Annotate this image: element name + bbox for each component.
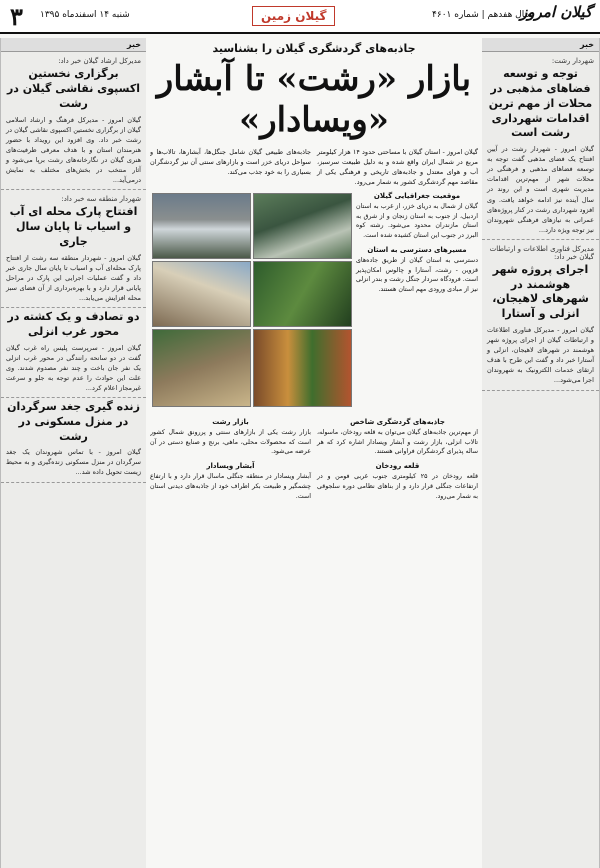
section-title: موقعیت جغرافیایی گیلان [373, 191, 461, 200]
news-headline: دو تصادف و یک کشته در محور غرب انزلی [7, 309, 140, 338]
photo-village [152, 329, 251, 407]
section-text: گیلان از شمال به دریای خزر، از غرب به استان اردبیل، از جنوب به استان زنجان و از شرق به استان مازندران محدود می‌شود. رشته کوه البرز در جنوب این استان کشیده شده است. [356, 202, 478, 240]
section-title: بازار رشت [212, 417, 249, 426]
news-item [1, 400, 146, 483]
left-news-column [0, 38, 146, 868]
issue-number: سال هفدهم | شماره ۴۶۰۱ [432, 10, 532, 20]
section-title: قلعه رودخان [375, 462, 420, 471]
section-title: آبشار ویسادار [206, 462, 255, 471]
news-item [1, 310, 146, 398]
section-text: بازار رشت یکی از بازارهای سنتی و پررونق شمال کشور است که محصولات محلی، ماهی، برنج و صنایع دستی در آن عرضه می‌شود. [150, 428, 311, 456]
news-kicker: شهردار منطقه سه خبر داد: [61, 194, 141, 203]
section-text: آبشار ویسادار در منطقه جنگلی ماسال قرار دارد و با ارتفاع چشمگیر و طبیعت بکر اطراف خود از جاذبه‌های دیدنی استان است. [150, 473, 311, 500]
news-body: گیلان امروز - شهردار منطقه سه رشت از افتتاح پارک محله‌ای آب و اسیاب تا پایان سال جاری خبر داد و گفت عملیات اجرایی این پارک در مراحل پایانی قرار دارد و با بهره‌برداری از آن فضای سبز محله افزایش می‌یابد... [6, 253, 141, 302]
news-body: گیلان امروز - سرپرست پلیس راه غرب گیلان گفت در دو سانحه رانندگی در محور غرب انزلی یک نفر جان باخت و چند نفر مصدوم شدند. وی علت این حوادث را عدم توجه به جلو و سرعت غیرمجاز اعلام کرد... [6, 343, 141, 392]
news-body: گیلان امروز - مدیرکل فناوری اطلاعات و ارتباطات گیلان از اجرای پروژه شهر هوشمند در شهرهای لاهیجان، انزلی و آستارا خبر داد و گفت این طرح با هدف ارتقای خدمات الکترونیک به شهروندان اجرا می‌شود... [487, 326, 594, 385]
column-tag: خبر [482, 38, 599, 52]
feature-kicker: جاذبه‌های گردشگری گیلان را بشناسید [212, 42, 416, 55]
news-headline: توجه و توسعه فضاهای مذهبی در محلات از مهم ترین اقدامات شهرداری رشت است [488, 67, 593, 140]
newspaper-logo: گیلان امروز [520, 3, 592, 21]
news-body: گیلان امروز - با تماس شهروندان یک جغد سرگردان در منزل مسکونی زنده‌گیری و به محیط زیست تحویل داده شد... [6, 448, 141, 477]
feature-title: بازار «رشت» تا آبشار «ویسادار» [156, 59, 472, 140]
right-news-column [482, 38, 600, 868]
news-item [1, 57, 146, 190]
news-headline: برگزاری نخستین اکسپوی نقاشی گیلان در رشت [6, 67, 141, 110]
section-text: قلعه رودخان در ۲۵ کیلومتری جنوب غربی فومن و در ارتفاعات جنگلی قرار دارد و از بناهای نظامی دوره سلجوقی به شمار می‌رود. [317, 473, 478, 500]
page-number: ۳ [10, 2, 23, 31]
section-title: مسیرهای دسترسی به استان [367, 245, 467, 254]
page-header [0, 0, 600, 34]
news-headline: اجرای پروژه شهر هوشمند در شهرهای لاهیجان، انزلی و آستارا [492, 262, 589, 321]
news-kicker: مدیرکل ارشاد گیلان خبر داد: [58, 57, 141, 65]
section-label: گیلان زمین [252, 6, 335, 26]
news-headline: زنده گیری جغد سرگردان در منزل مسکونی در رشت [7, 399, 140, 443]
news-item [482, 57, 599, 240]
news-body: گیلان امروز - مدیرکل فرهنگ و ارشاد اسلامی گیلان از برگزاری نخستین اکسپوی نقاشی گیلان در رشت خبر داد. وی افزود این رویداد با حضور هنرمندان استان و با هدف معرفی ظرفیت‌های هنری گیلان در نگارخانه‌های رشت برپا می‌شود و آثار منتخب در بخش‌های مختلف به نمایش درمی‌آید... [6, 115, 141, 184]
news-headline: افتتاح پارک محله ای آب و اسیاب تا پایان سال جاری [9, 204, 138, 248]
feature-lede: گیلان امروز - استان گیلان با مساحتی حدود ۱۴ هزار کیلومتر مربع در شمال ایران واقع شده و به دلیل طبیعت سرسبز، آب و هوای معتدل و جاذبه‌های تاریخی و فرهنگی یکی از مقاصد مهم گردشگری کشور به شمار می‌رود. [317, 147, 478, 186]
news-body: گیلان امروز - شهردار رشت در آیین افتتاح یک فضای مذهبی گفت توجه به توسعه فضاهای مذهبی و فرهنگی در محلات شهر از مهم‌ترین اقدامات مدیریت شهری است و این روند در سال آینده نیز ادامه خواهد یافت. وی افزود شهرداری رشت در کنار پروژه‌های عمرانی به نیازهای فرهنگی شهروندان نیز توجه ویژه دارد... [487, 145, 594, 234]
main-feature [150, 38, 478, 868]
news-kicker: شهردار رشت: [551, 57, 594, 65]
section-text: از مهم‌ترین جاذبه‌های گیلان می‌توان به قلعه رودخان، ماسوله، تالاب انزلی، بازار رشت و آبشار ویسادار اشاره کرد که هر ساله پذیرای گردشگران فراوانی هستند. [317, 428, 478, 456]
section-title: جاذبه‌های گردشگری شاخص [350, 417, 445, 426]
photo-lagoon [152, 193, 251, 259]
news-item [1, 195, 146, 308]
photo-bazaar [253, 329, 352, 407]
issue-date: شنبه ۱۴ اسفندماه ۱۳۹۵ [40, 10, 130, 20]
feature-lede: جاذبه‌های طبیعی گیلان شامل جنگل‌ها، آبشارها، تالاب‌ها و سواحل دریای خزر است و بازارهای سنتی آن نیز گردشگران بسیاری را به خود جذب می‌کند. [150, 147, 311, 176]
news-item [482, 245, 599, 391]
column-tag: خبر [1, 38, 146, 52]
news-kicker: مدیرکل فناوری اطلاعات و ارتباطات گیلان خبر داد: [489, 244, 594, 261]
photo-forest [253, 261, 352, 327]
photo-grid [152, 193, 352, 407]
section-text: دسترسی به استان گیلان از طریق جاده‌های قزوین - رشت، آستارا و چالوس امکان‌پذیر است. فرودگاه سردار جنگل رشت و بندر انزلی نیز از مبادی ورودی مهم استان هستند. [356, 256, 478, 294]
photo-tower [152, 261, 251, 327]
photo-waterfall [253, 193, 352, 259]
